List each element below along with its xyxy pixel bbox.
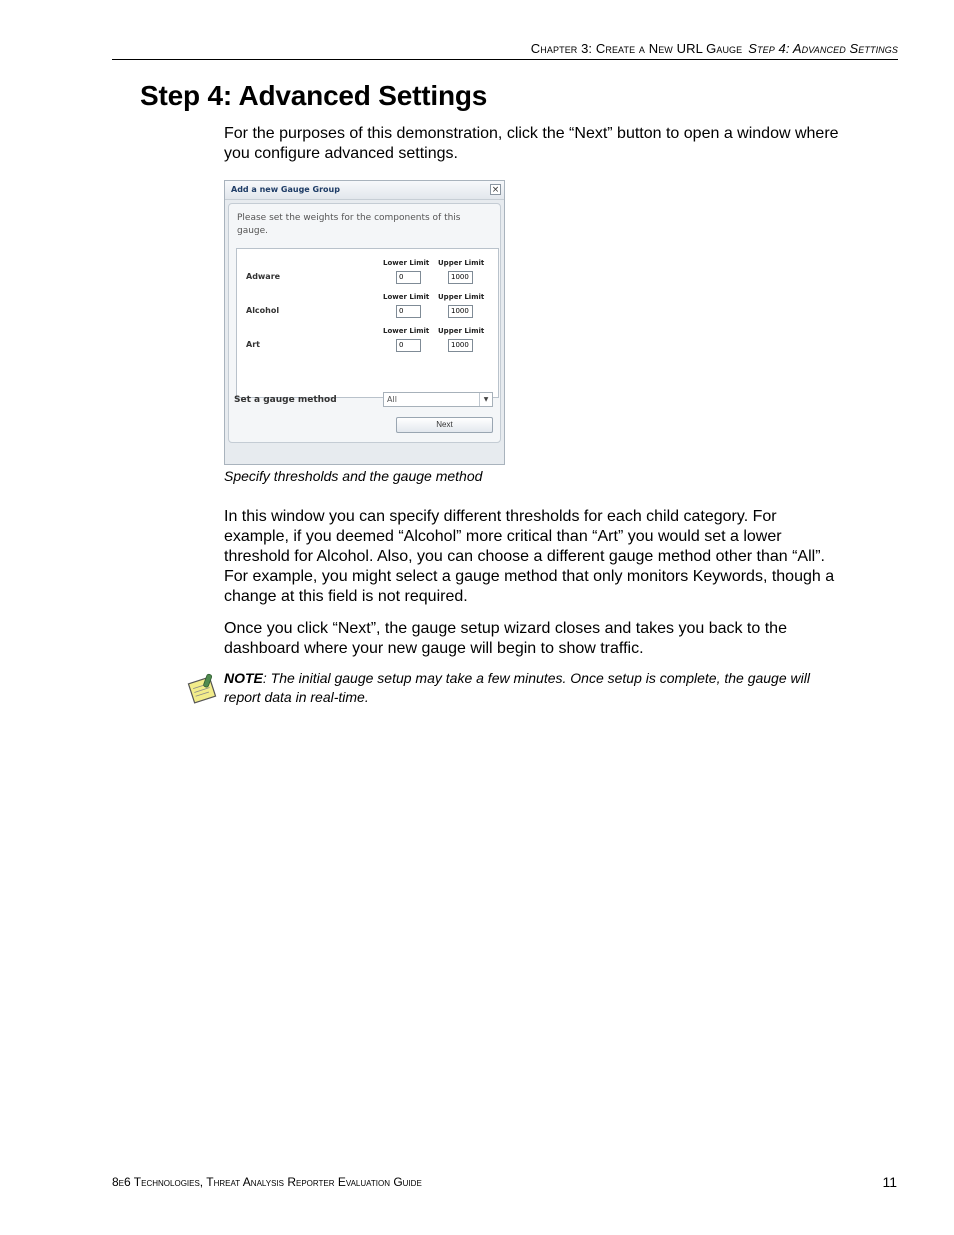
- category-label-alcohol: Alcohol: [246, 306, 280, 315]
- category-label-adware: Adware: [246, 272, 281, 281]
- header-section: Step 4: Advanced Settings: [748, 41, 898, 56]
- gauge-method-label: Set a gauge method: [234, 395, 337, 405]
- alcohol-upper-input[interactable]: 1000: [448, 305, 473, 318]
- note-text: [224, 669, 824, 707]
- dialog-body: [228, 203, 501, 443]
- dialog-prompt: Please set the weights for the components of this gauge.: [237, 213, 461, 236]
- gauge-method-value: All: [387, 395, 397, 404]
- figure-caption: Specify thresholds and the gauge method: [224, 468, 483, 484]
- category-label-art: Art: [246, 340, 260, 349]
- upper-limit-label: Upper Limit: [438, 259, 485, 267]
- next-button[interactable]: Next: [396, 417, 493, 433]
- page-title: Step 4: Advanced Settings: [140, 80, 488, 111]
- adware-lower-input[interactable]: 0: [396, 271, 421, 284]
- upper-limit-label: Upper Limit: [438, 327, 485, 335]
- header-chapter: Chapter 3: Create a New URL Gauge: [530, 41, 743, 56]
- intro-paragraph: For the purposes of this demonstration, click the “Next” button to open a window where you configure advanced settings.: [224, 125, 839, 162]
- footer-title: 8e6 Technologies, Threat Analysis Reporter Evaluation Guide: [112, 1175, 422, 1189]
- art-lower-input[interactable]: 0: [396, 339, 421, 352]
- lower-limit-label: Lower Limit: [383, 327, 430, 335]
- note-label: NOTE: [224, 670, 263, 686]
- gauge-method-select[interactable]: [383, 392, 493, 407]
- note-pad-icon: [186, 673, 218, 705]
- upper-limit-label: Upper Limit: [438, 293, 485, 301]
- header-rule: [112, 59, 898, 60]
- body-paragraph-2: Once you click “Next”, the gauge setup wizard closes and takes you back to the dashboard where your new gauge will begin to show traffic.: [224, 620, 787, 657]
- add-gauge-group-dialog: [224, 180, 505, 465]
- lower-limit-label: Lower Limit: [383, 293, 430, 301]
- weights-panel: [236, 248, 499, 398]
- running-header: [531, 41, 898, 56]
- dialog-title: Add a new Gauge Group: [231, 185, 340, 194]
- chevron-down-icon[interactable]: ▼: [479, 393, 492, 406]
- body-paragraph-1: In this window you can specify different thresholds for each child category. For example, if you deemed “Alcohol” more critical than “Art” you would set a lower threshold for Alcohol. Also, you can choose a different gauge method other than “All”. For example, you might select a gauge method that only monitors Keywords, though a change at this field is not required.: [224, 508, 835, 605]
- alcohol-lower-input[interactable]: 0: [396, 305, 421, 318]
- dialog-titlebar: [225, 181, 504, 200]
- adware-upper-input[interactable]: 1000: [448, 271, 473, 284]
- close-icon[interactable]: ×: [491, 185, 500, 195]
- page-number: 11: [882, 1174, 897, 1190]
- art-upper-input[interactable]: 1000: [448, 339, 473, 352]
- lower-limit-label: Lower Limit: [383, 259, 430, 267]
- note-body: : The initial gauge setup may take a few minutes. Once setup is complete, the gauge will report data in real-time.: [224, 670, 810, 705]
